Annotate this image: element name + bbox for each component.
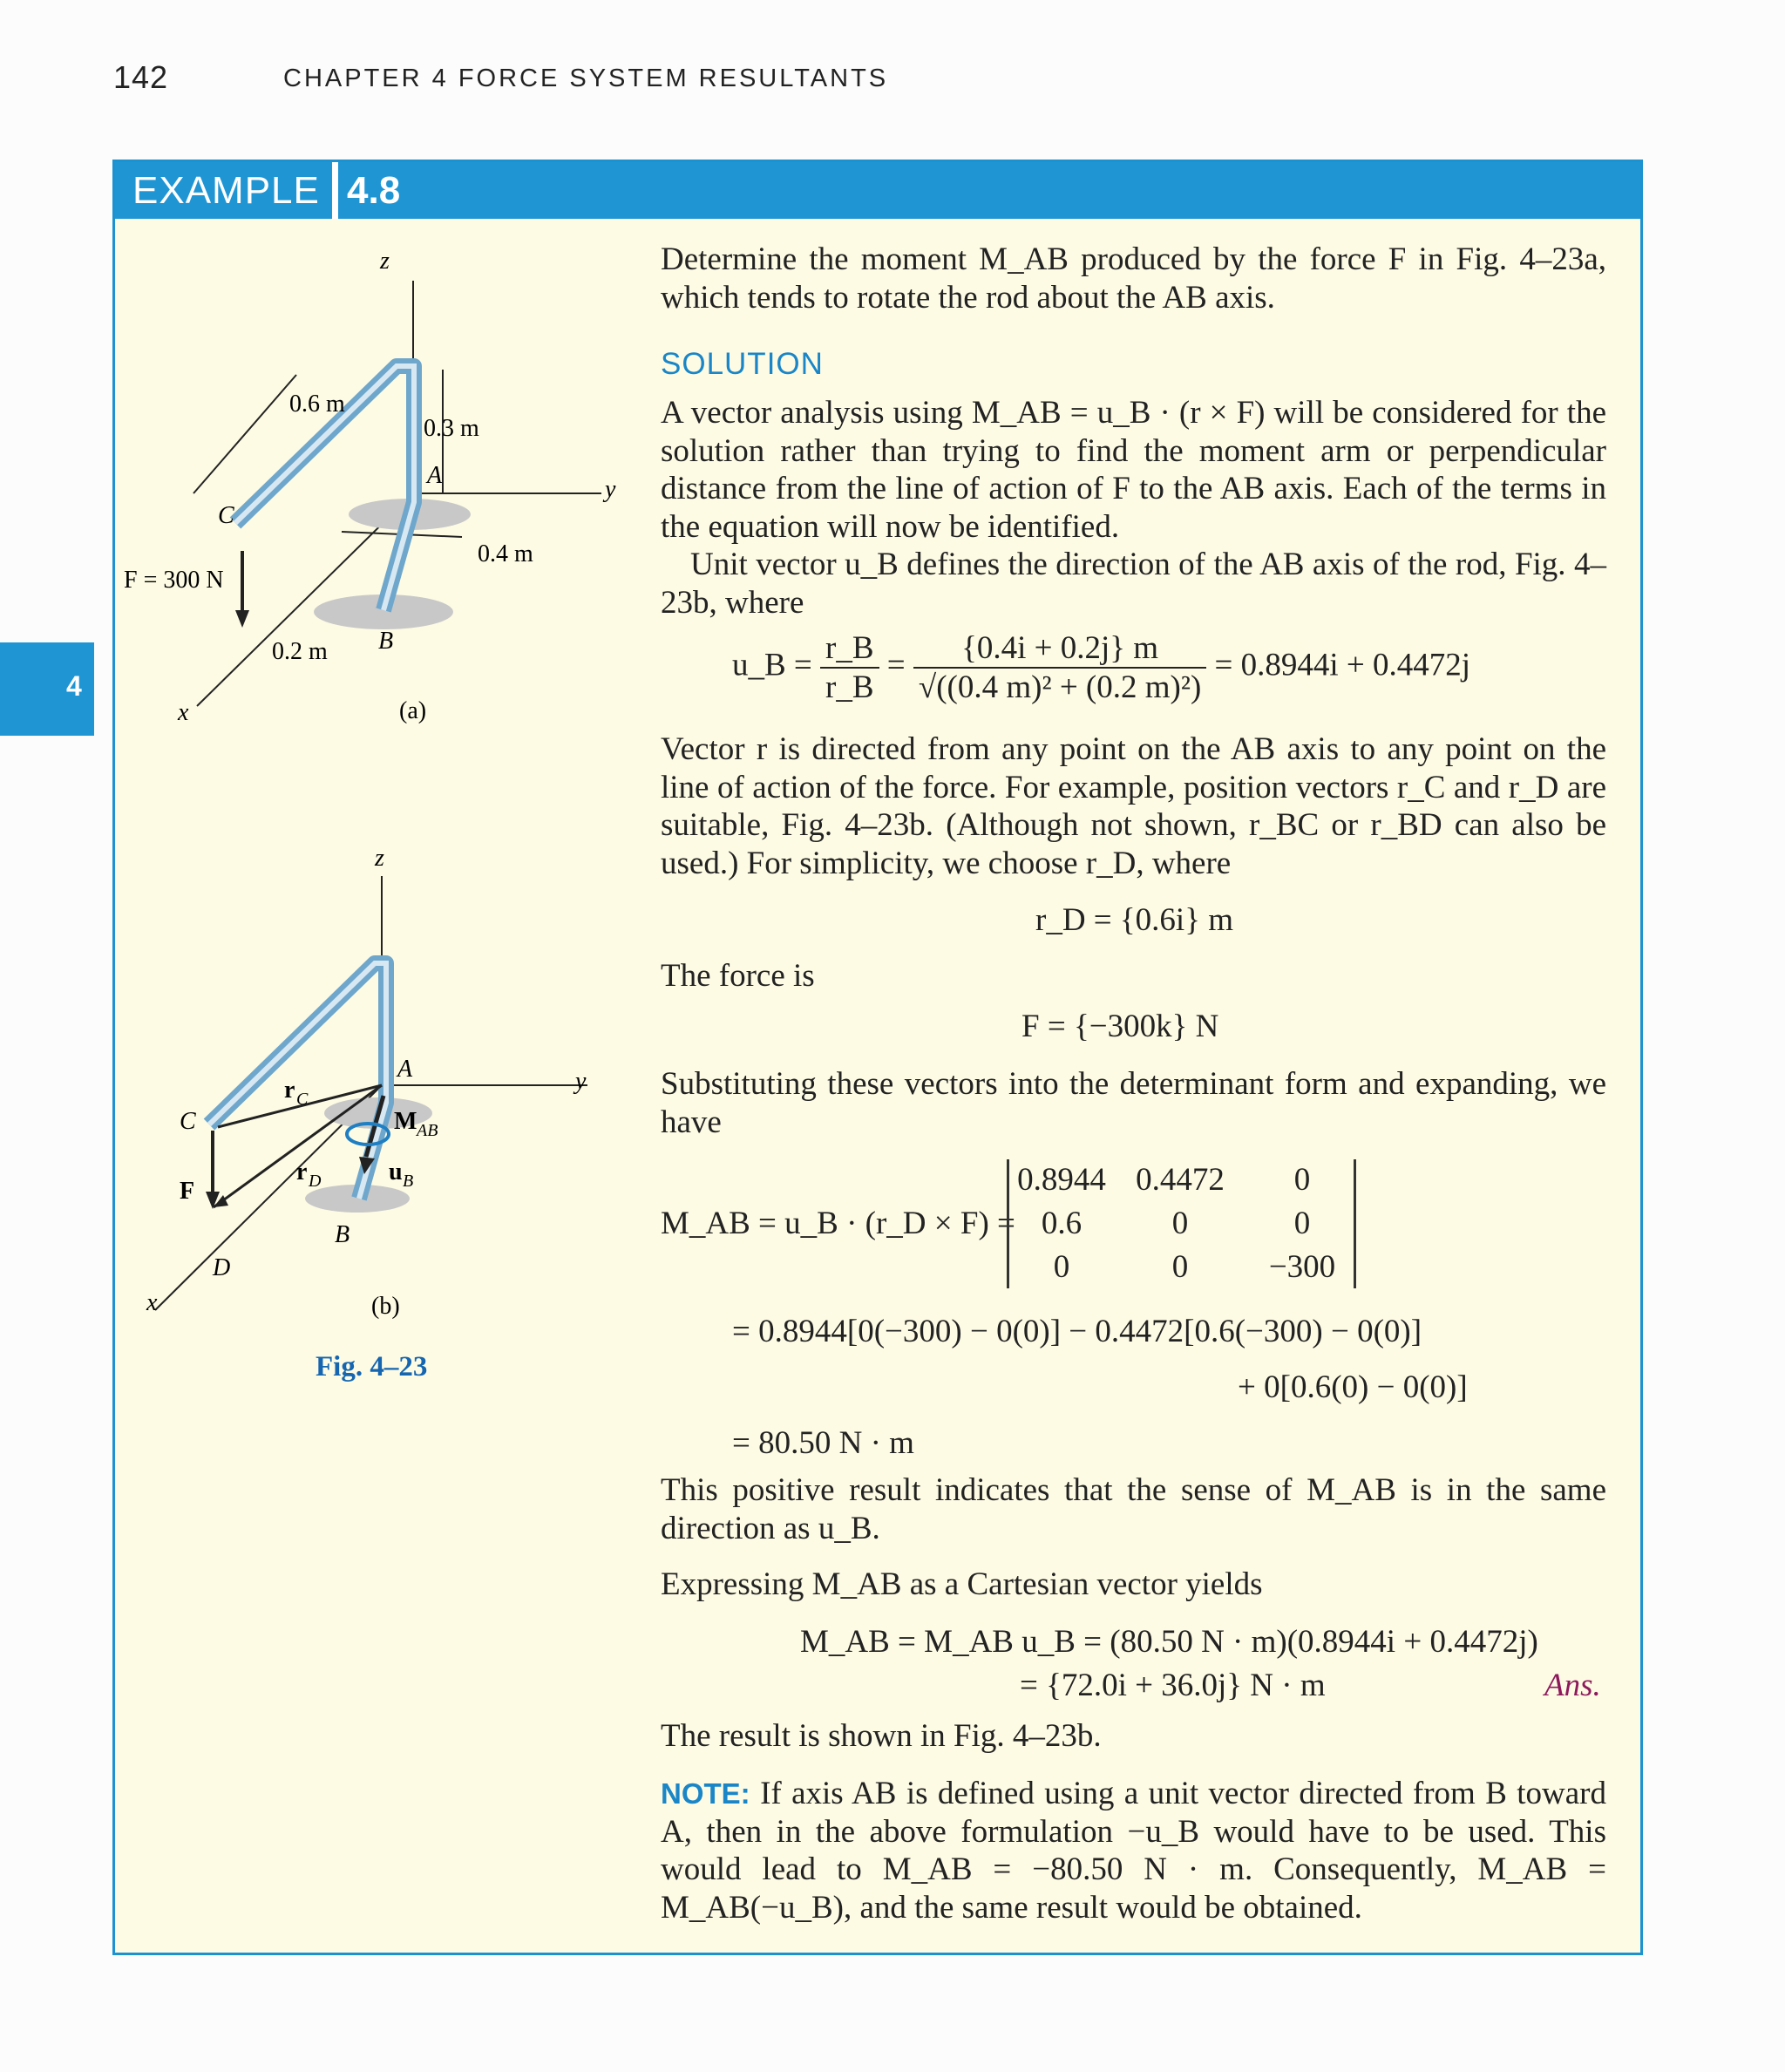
- chapter-title: CHAPTER 4 FORCE SYSTEM RESULTANTS: [283, 65, 889, 92]
- equation-rD: r_D = {0.6i} m: [1035, 902, 1233, 938]
- uB-frac-num: r_B: [820, 629, 879, 669]
- point-a-a: A: [427, 462, 443, 489]
- equation-F: F = {−300k} N: [1021, 1009, 1219, 1044]
- det-cell: 0: [1293, 1206, 1311, 1241]
- note-text: If axis AB is defined using a unit vector directed from B toward A, then in the above formulation −u_B would have to be used. This would lead to M_AB = −80.50 N · m. Consequently, M_AB = M_AB(−u_B), and the same result would be obtained.: [661, 1776, 1607, 1926]
- point-a-b: A: [397, 1056, 413, 1083]
- paragraph-6: This positive result indicates that the sense of M_AB is in the same direction as u_B.: [661, 1472, 1606, 1546]
- force-label-a: F = 300 N: [124, 567, 224, 594]
- determinant: [1007, 1159, 1356, 1288]
- det-cell: −300: [1268, 1249, 1336, 1285]
- uB-rhs: = 0.8944i + 0.4472j: [1214, 647, 1471, 683]
- example-label: EXAMPLE: [132, 169, 320, 212]
- uB-frac-2-num: {0.4i + 0.2j} m: [913, 629, 1206, 669]
- axis-y-b: y: [575, 1068, 587, 1095]
- paragraph-5: Substituting these vectors into the determinant form and expanding, we have: [661, 1066, 1606, 1140]
- uB-label: u: [389, 1158, 403, 1185]
- solution-heading: SOLUTION: [661, 347, 824, 381]
- rC-subscript: C: [296, 1090, 309, 1109]
- axis-z-b: z: [375, 845, 384, 872]
- dim-03: 0.3 m: [424, 415, 479, 442]
- answer-marker: Ans.: [1544, 1668, 1601, 1703]
- paragraph-2: Unit vector u_B defines the direction of the AB axis of the rod, Fig. 4–23b, where: [661, 547, 1606, 621]
- dim-04: 0.4 m: [478, 540, 533, 567]
- det-cell: 0: [1171, 1206, 1189, 1241]
- equation-vector-1: M_AB = M_AB u_B = (80.50 N · m)(0.8944i + 0.4472j): [800, 1624, 1538, 1660]
- uB-frac-den: r_B: [825, 669, 874, 705]
- axis-x-b: x: [146, 1289, 158, 1316]
- uB-subscript: B: [403, 1172, 414, 1191]
- axis-x-a: x: [178, 699, 189, 726]
- equation-uB: [732, 629, 1470, 706]
- MAB-subscript: AB: [417, 1121, 438, 1140]
- uB-frac: [820, 629, 879, 706]
- paragraph-7: Expressing M_AB as a Cartesian vector yields: [661, 1566, 1263, 1602]
- note-label: NOTE:: [661, 1777, 750, 1810]
- det-cell: 0: [1171, 1249, 1189, 1285]
- figure-b: [131, 832, 619, 1329]
- force-label-b: F: [180, 1178, 195, 1205]
- rD-label: r: [296, 1158, 308, 1185]
- subfig-b-label: (b): [371, 1293, 400, 1320]
- dim-02: 0.2 m: [272, 638, 328, 665]
- det-cell: 0: [1293, 1162, 1311, 1198]
- det-cell: 0: [1053, 1249, 1070, 1285]
- equation-expand-1: = 0.8944[0(−300) − 0(0)] − 0.4472[0.6(−300) − 0(0)]: [732, 1314, 1422, 1349]
- subfig-a-label: (a): [399, 697, 427, 724]
- uB-frac-2: [913, 629, 1206, 706]
- paragraph-1: A vector analysis using M_AB = u_B · (r × F) will be considered for the solution rather than trying to find the moment arm or perpendicular distance from the line of action of F to the AB axis. Each of the terms in the equation will now be identified.: [661, 395, 1606, 545]
- paragraph-8: The result is shown in Fig. 4–23b.: [661, 1718, 1102, 1754]
- uB-lhs: u_B =: [732, 647, 812, 683]
- rD-subscript: D: [309, 1172, 322, 1191]
- note-paragraph: [661, 1775, 1606, 1926]
- chapter-tab: [0, 642, 94, 736]
- paragraph-4: The force is: [661, 958, 815, 994]
- figure-a: [113, 235, 636, 750]
- example-header-bar: [115, 162, 1640, 219]
- problem-statement: Determine the moment M_AB produced by the force F in Fig. 4–23a, which tends to rotate the rod about the AB axis.: [661, 241, 1606, 316]
- page-number: 142: [113, 59, 169, 95]
- MAB-label: M: [394, 1108, 417, 1135]
- point-c-b: C: [180, 1108, 196, 1135]
- point-d-b: D: [213, 1254, 231, 1281]
- chapter-tab-number: 4: [66, 670, 82, 702]
- det-cell: 0.6: [1041, 1206, 1083, 1241]
- paragraph-3: Vector r is directed from any point on the AB axis to any point on the line of action of the force. For example, position vectors r_C and r_D are suitable, Fig. 4–23b. (Although not shown, r_BC or r_BD can also be used.) For simplicity, we choose r_D, where: [661, 731, 1606, 881]
- example-divider: [332, 162, 338, 219]
- axis-y-a: y: [605, 476, 616, 503]
- figure-caption: Fig. 4–23: [316, 1351, 428, 1382]
- example-number: 4.8: [347, 169, 401, 212]
- uB-frac-2-den: √((0.4 m)² + (0.2 m)²): [918, 669, 1202, 705]
- equation-vector-2: = {72.0i + 36.0j} N · m: [1020, 1668, 1326, 1703]
- equals-sign: =: [886, 647, 906, 683]
- equation-MAB-lhs: M_AB = u_B · (r_D × F) =: [661, 1206, 1015, 1241]
- axis-z-a: z: [380, 248, 390, 275]
- det-cell: 0.4472: [1136, 1162, 1225, 1198]
- dim-06: 0.6 m: [289, 391, 345, 418]
- point-b-b: B: [335, 1221, 350, 1248]
- equation-result: = 80.50 N · m: [732, 1425, 914, 1461]
- point-b-a: B: [378, 628, 394, 655]
- point-c-a: C: [218, 502, 234, 529]
- det-cell: 0.8944: [1017, 1162, 1106, 1198]
- rC-label: r: [284, 1077, 295, 1104]
- equation-expand-2: + 0[0.6(0) − 0(0)]: [1238, 1369, 1468, 1405]
